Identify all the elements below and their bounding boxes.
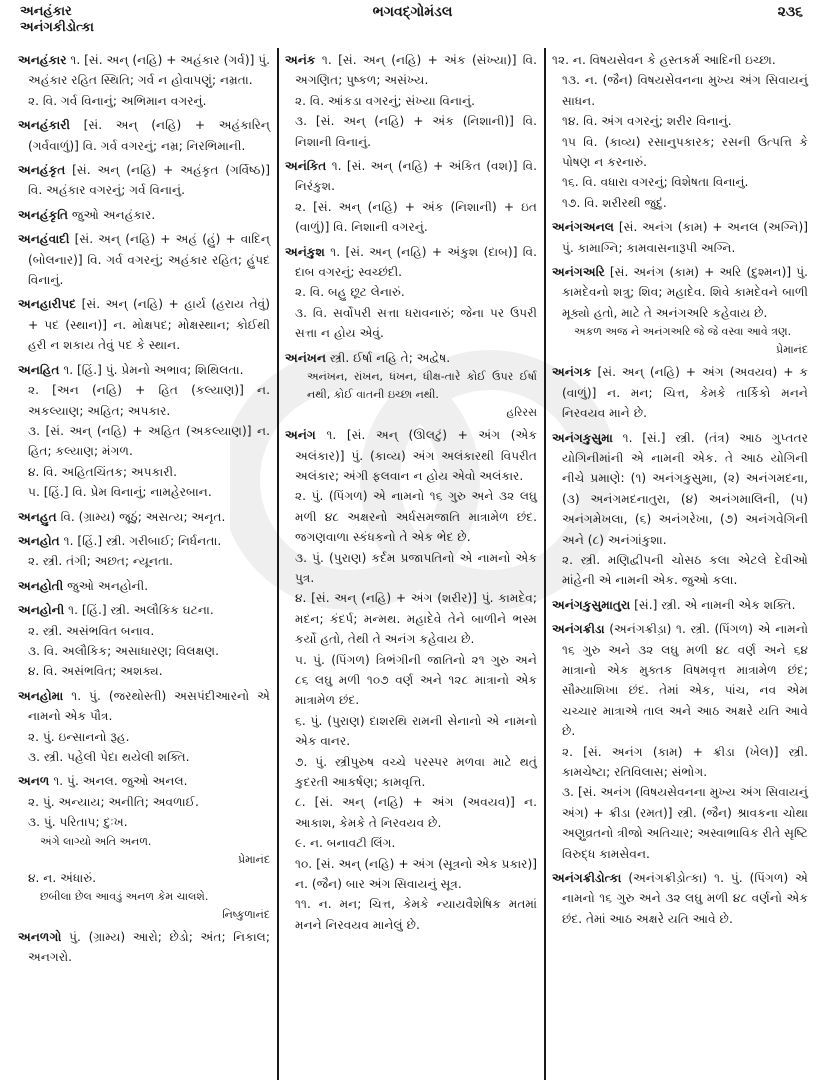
sense-text: ૨. સ્ત્રી. અસંભવિત બનાવ. (28, 623, 155, 638)
sense-text: ૨. સ્ત્રી. તંગી; અછત; ન્યૂનતા. (28, 554, 174, 569)
sense-text: ૪. ન. અંધારું. (28, 870, 97, 885)
sense-text: ૪. વિ. અસંભવિત; અશક્ય. (28, 664, 163, 679)
sense-text: ૩. પું. (પુરાણ) કર્દમ પ્રજાપતિનો એ નામનો એક પુત્ર. (295, 550, 537, 585)
sense-text: ૬. પું. (પુરાણ) દાશરથિ રામની સેનાનો એ નામનો એક વાનર. (295, 713, 537, 749)
dictionary-entry (552, 428, 808, 591)
headword: અનંગકુસુમાતુરા (552, 597, 631, 612)
sense-text: ૨. [સં. અન્ (નહિ) + અંક (નિશાની) + ઇત (વાળું)] વિ. નિશાની વગરનું. (295, 199, 537, 235)
sense-text: [સં. અન્ (નહિ) + અહં (હું) + વાદિન્ (બોલનાર)] વિ. ગર્વ વગરનું; અહંકાર રહિત; હુંપદ વિનાનું. (28, 232, 270, 288)
sense-text: ૫. [હિં.] વિ. પ્રેમ વિનાનું; નામહેરબાન. (28, 485, 212, 500)
dictionary-entry (285, 348, 537, 421)
dictionary-entry (18, 927, 270, 968)
sense-text: ૧૪. વિ. અંગ વગરનું; શરીર વિનાનું. (562, 114, 732, 129)
sense-text: ૨. પું. અન્યાય; અનીતિ; અવળાઈ. (28, 794, 199, 809)
headword: અનંગક (552, 365, 592, 380)
citation-quote: અકળ અજ ને અનંગઅરિ જે જે વસ્વા આવે ત્રણ. (574, 325, 792, 339)
dictionary-entry (18, 50, 270, 111)
dictionary-entry (285, 242, 537, 344)
entry-first-line (18, 360, 270, 380)
dictionary-entry (18, 531, 270, 572)
headword: અનંકિત (285, 159, 327, 174)
sense-text: ૨. વિ. આંકડા વગરનું; સંખ્યા વિનાનું. (295, 93, 475, 108)
entry-first-line (18, 160, 270, 201)
sense-text: [સં. અન્ (નહિ) + અંગ (અવયવ) + ક (વાળું)] ન. મન; ચિત્ત, કેમકે તાર્કિકો મનને નિરવયવ માને છે. (562, 365, 809, 421)
citation-author: પ્રેમાનંદ (238, 852, 270, 866)
entry-first-line (552, 50, 808, 70)
headword: અનહંકારી (18, 118, 70, 133)
sense-text: જુઓ અનહંકાર. (71, 207, 156, 222)
dictionary-entry (18, 576, 270, 596)
headword: અનહંકૃત (18, 163, 66, 178)
headword: અનળ (18, 774, 50, 789)
dictionary-entry (552, 262, 808, 358)
sense-text: ૧. [હિં.] સ્ત્રી. ગરીબાઈ; નિર્ધનતા. (63, 533, 222, 548)
dictionary-entry (552, 217, 808, 258)
entry-first-line (552, 362, 808, 423)
citation-quote: છબીલા છેલ આવડું અનળ કેમ ચાલશે. (40, 890, 209, 904)
sense-text: ૧. [હિં.] પું. પ્રેમનો અભાવ; શિથિલતા. (63, 362, 244, 377)
sense-text: ૧. પું. (જરથોસ્તી) અસપંદીઆરનો એ નામનો એક પૌત્ર. (28, 688, 271, 724)
entry-first-line (18, 600, 270, 620)
guide-word-last: અનંગકીડોત્કા (20, 20, 94, 35)
entry-first-line (18, 771, 270, 791)
dictionary-entry (18, 507, 270, 527)
sense-text: ૨. [સં. અનંગ (કામ) + ક્રીડા (ખેલ)] સ્ત્રી. કામચેષ્ટા; રતિવિલાસ; સંભોગ. (562, 744, 808, 779)
sense-text: ૧૦. [સં. અન્ (નહિ) + અંગ (સૂત્રનો એક પ્રકાર)] ન. (જૈન) બાર અંગ સિવાયનું સૂત્ર. (295, 856, 537, 892)
entry-first-line (18, 576, 270, 596)
headword: અનંગઅનલ (552, 220, 614, 235)
sense-text: ૫. પું. (પિંગળ) ત્રિભંગીની જાતિનો ૨૧ ગુરુ અને ૮૬ લઘુ મળી ૧૦૭ વર્ણ અને ૧૨૮ માત્રાનો એક માત્રામેળ છંદ. (295, 652, 537, 708)
headword: અનહુત (18, 509, 57, 524)
entry-first-line (285, 348, 537, 368)
entry-first-line (552, 595, 808, 615)
dictionary-entry (18, 160, 270, 201)
sense-text: [સં.] સ્ત્રી. એ નામની એક શક્તિ. (634, 597, 796, 612)
citation-author: નિષ્કુળાનંદ (222, 908, 270, 922)
entry-first-line (552, 262, 808, 323)
entry-first-line (18, 531, 270, 551)
running-title: ભગવદ્ગોમંડલ (372, 4, 453, 20)
entry-first-line (18, 294, 270, 355)
headword: અનહોત (18, 533, 60, 548)
sense-text: ૧૫ વિ. (કાવ્ય) રસાનુપકારક; રસની ઉત્પત્તિ કે પોષણ ન કરનારું. (562, 134, 808, 170)
headword: અનહોતી (18, 578, 64, 593)
headword: અનહારીપદ (18, 297, 77, 312)
sense-text: ૯. ન. બનાવટી લિંગ. (295, 836, 396, 851)
sense-text: સ્ત્રી. ઈર્ષા નહિ તે; અદ્વેષ. (329, 350, 451, 365)
citation-author: પ્રેમાનંદ (776, 343, 808, 357)
entry-first-line (285, 156, 537, 197)
sense-text: ૧. [હિં.] સ્ત્રી. અલૌકિક ઘટના. (68, 603, 214, 618)
entry-first-line (552, 217, 808, 258)
sense-text: ૧૬. વિ. વધારા વગરનું; વિશેષતા વિનાનું. (562, 175, 749, 190)
dictionary-entry (18, 115, 270, 156)
citation-author: હરિરસ (506, 406, 537, 420)
dictionary-entry (285, 156, 537, 238)
headword: અનંગક્રીડા (552, 622, 605, 637)
headword: અનંગક્રીડોત્કા (552, 871, 622, 886)
entry-first-line (285, 425, 537, 486)
sense-text: ૨. પું. (પિંગળ) એ નામનો ૧૬ ગુરુ અને ૩૨ લઘુ મળી ૪૮ અક્ષરનો અર્ધસમજાતિ માત્રામેળ છંદ. જગણવાળા સ્કંધકનો તે એક ભેદ છે. (295, 489, 537, 545)
sense-text: વિ. (ગ્રામ્ય) જૂઠું; અસત્ય; અનૃત. (60, 509, 226, 524)
sense-text: ૨. પું. ઇન્સાનનો રૂહ. (28, 729, 130, 744)
sense-text: ૨. સ્ત્રી. મણિદ્વીપની ચોસઠ કલા એટલે દેવીઓ માંહેની એ નામની એક. જુઓ કલા. (562, 552, 808, 588)
sense-text: ૩. વિ. અલૌકિક; અસાધારણ; વિલક્ષણ. (28, 643, 219, 658)
sense-text: ૧. [સં.] સ્ત્રી. (તંત્ર) આઠ ગુપ્તતર યોગિનીમાંની એ નામની એક. તે આઠ યોગિની નીચે પ્રમાણે: (૧) અનંગકુસુમા, (૨) અનંગમદના, (૩) અનંગમદનાતુરા, (૪) અનંગમાલિની, (૫) અનંગમેખલા, (૬) અનંગરેખા, (૭) અનંગવેગિની અને (૮) અનંગાંકુશા. (562, 430, 808, 547)
dictionary-entry (18, 686, 270, 768)
sense-text: ૧૩. ન. (જૈન) વિષયસેવનના મુખ્ય અંગ સિવાયનું સાધન. (562, 73, 808, 108)
sense-text: [સં. અનંગ (કામ) + અરિ (દુશ્મન)] પું. કામદેવનો શત્રુ; શિવ; મહાદેવ. શિવે કામદેવને બાળી મૂક્યો હતો, માટે તે અનંગઅરિ કહેવાય છે. (562, 265, 809, 320)
entry-first-line (18, 229, 270, 290)
entry-first-line (18, 115, 270, 156)
sense-text: જુઓ અનહોની. (67, 578, 149, 593)
headword: અનહિત (18, 362, 60, 377)
dictionary-entry (285, 425, 537, 935)
citation-quote: અનંખન, રાંખન, ધંખન, ધીક્ષ-તારે કોઈ ઉપર ઈર્ષા નથી, કોઈ વાતની ઇચ્છા નથી. (307, 370, 537, 402)
sense-text: ૮. [સં. અન્ (નહિ) + અંગ (અવયવ)] ન. આકાશ, કેમકે તે નિરવયવ છે. (295, 795, 537, 830)
dictionary-entry (285, 50, 537, 152)
sense-text: ૧. [સં. અન્ (નહિ) + અંકુશ (દાબ)] વિ. દાબ વગરનું; સ્વચ્છંદી. (295, 244, 537, 280)
citation-quote: અંગે લાગ્યો અતિ અનળ. (40, 834, 152, 848)
sense-text: (અનંગક્રીડ઼ા) ૧. સ્ત્રી. (પિંગળ) એ નામનો ૧૬ ગુરુ અને ૩૨ લઘુ મળી ૪૮ વર્ણ અને ૬૪ માત્રાનો એક મુક્તક વિષમવૃત્ત માત્રામેળ છંદ; સૌમ્યાશિખા છંદ. તેમાં એક, પાંચ, નવ એમ ચચ્ચાર માત્રાએ તાલ અને આઠ અક્ષરે યતિ આવે છે. (562, 622, 808, 739)
headword: અનંખન (285, 350, 327, 365)
entry-first-line (18, 205, 270, 225)
sense-text: (અનંગક્રીડ઼ોત્કા) ૧. પું. (પિંગળ) એ નામનો ૧૬ ગુરુ અને ૩૨ લઘુ મળી ૪૮ વર્ણનો એક છંદ. તેમાં આઠ અક્ષરે યતિ આવે છે. (562, 871, 809, 926)
sense-text: [સં. અન્ (નહિ) + અહંકારિન્ (ગર્વવાળું)] વિ. ગર્વ વગરનું; નમ્ર; નિરભિમાની. (28, 118, 271, 153)
sense-text: પું. (ગ્રામ્ય) આરો; છેડો; અંત; નિકાલ; અનગરો. (28, 930, 270, 965)
entry-first-line (552, 868, 808, 929)
column-3 (552, 50, 808, 933)
sense-text: ૧. પું. અનલ. જુઓ અનલ. (53, 774, 188, 789)
page-number: ૨૩૬ (777, 4, 803, 20)
headword: અનંગઅરિ (552, 265, 605, 280)
sense-text: [સં. અનંગ (કામ) + અનલ (અગ્નિ)] પું. કામાગ્નિ; કામવાસનારૂપી અગ્નિ. (562, 220, 809, 255)
sense-text: ૨. [અન (નહિ) + હિત (કલ્યાણ)] ન. અકલ્યાણ; અહિત; અપકાર. (28, 383, 270, 418)
headword: અનંગ (285, 428, 316, 443)
dictionary-entry (18, 600, 270, 682)
dictionary-entry (18, 294, 270, 355)
headword: અનંકુશ (285, 244, 325, 259)
entry-first-line (552, 619, 808, 741)
dictionary-entry (552, 362, 808, 423)
sense-text: ૧૨. ન. વિષયસેવન કે હસ્તકર્મ આદિની ઇચ્છા. (552, 53, 776, 67)
entry-first-line (285, 50, 537, 91)
entry-first-line (18, 50, 270, 91)
sense-text: ૩. [સં. અન્ (નહિ) + અહિત (અકલ્યાણ)] ન. હિત; કલ્યાણ; મંગળ. (28, 423, 270, 459)
column-divider (544, 48, 546, 1080)
page-header (0, 0, 825, 46)
sense-text: ૨. વિ. બહુ છૂટ લેનારું. (295, 285, 405, 300)
dictionary-entry (18, 360, 270, 503)
dictionary-entry (552, 50, 808, 213)
sense-text: ૧. [સં. અન્ (નહિ) + અંક (સંખ્યા)] વિ. અગણિત; પુષ્કળ; અસંખ્ય. (295, 53, 538, 88)
entry-first-line (18, 507, 270, 527)
headword: અનહંકૃતિ (18, 207, 69, 222)
column-2 (285, 50, 537, 939)
sense-text: ૧. [સં. અન્ (ઊલટું) + અંગ (એક અલંકાર)] પું. (કાવ્ય) અંગ અલંકારથી વિપરીત અલંકાર; અંગી ફલવાન ન હોય એવો અલંકાર. (295, 428, 537, 483)
entry-first-line (18, 686, 270, 727)
sense-text: ૩. પું. પરિતાપ; દુઃખ. (28, 815, 128, 830)
sense-text: ૧. [સં. અન્ (નહિ) + અંકિત (વશ)] વિ. નિરંકુશ. (295, 159, 537, 194)
sense-text: ૪. વિ. અહિતચિંતક; અપકારી. (28, 464, 177, 479)
sense-text: ૩. [સં. અન્ (નહિ) + અંક (નિશાની)] વિ. નિશાની વિનાનું. (295, 114, 537, 149)
entry-first-line (285, 242, 537, 283)
sense-text: ૪. [સં. અન્ (નહિ) + અંગ (શરીર)] પું. કામદેવ; મદન; કંદર્પ; મન્મથ. મહાદેવે તેને બાળીને ભસ્મ કર્યો હતો, તેથી તે અનંગ કહેવાય છે. (295, 591, 537, 647)
sense-text: ૩. વિ. સર્વોપરી સત્તા ધરાવનારું; જેના પર ઉપરી સત્તા ન હોય એવું. (295, 305, 537, 341)
sense-text: ૭. પું. સ્ત્રીપુરુષ વચ્ચે પરસ્પર મળવા માટે થતું કુદરતી આકર્ષણ; કામવૃત્તિ. (295, 754, 537, 789)
entry-first-line (552, 428, 808, 550)
column-1 (18, 50, 270, 972)
dictionary-entry (552, 619, 808, 864)
headword: અનહોમા (18, 688, 64, 703)
headword: અનળગો (18, 930, 62, 945)
sense-text: ૩. [સં. અનંગ (વિષયસેવનના મુખ્ય અંગ સિવાયનું અંગ) + ક્રીડા (રમત)] સ્ત્રી. (જૈન) શ્રાવકના ચોથા અણુવ્રતનો ત્રીજો અતિચાર; અસ્વાભાવિક રીતે સૃષ્ટિ વિરુદ્ધ કામસેવન. (562, 785, 808, 861)
headword: અનહોની (18, 603, 65, 618)
sense-text: ૩. સ્ત્રી. પહેલી પેદા થયેલી શક્તિ. (28, 750, 190, 764)
sense-text: ૧૭. વિ. શરીરથી જુદું. (562, 195, 667, 210)
entry-first-line (18, 927, 270, 968)
column-divider (277, 48, 279, 1080)
sense-text: ૨. વિ. ગર્વ વિનાનું; અભિમાન વગરનું. (28, 93, 207, 108)
sense-text: ૧. [સં. અન્ (નહિ) + અહંકાર (ગર્વ)] પું. અહંકાર રહિત સ્થિતિ; ગર્વ ન હોવાપણું; નમ્રતા. (28, 53, 271, 88)
guide-word-first: અનહંકાર (20, 4, 72, 19)
headword: અનંગકુસુમા (552, 430, 613, 445)
dictionary-entry (18, 229, 270, 290)
dictionary-entry (18, 205, 270, 225)
sense-text: [સં. અન્ (નહિ) + અહંકૃત (ગર્વિષ્ઠ)] વિ. અહંકાર વગરનું; ગર્વ વિનાનું. (28, 163, 271, 198)
sense-text: ૧૧. ન. મન; ચિત્ત, કેમકે ન્યાયવૈશેષિક મતમાં મનને નિરવયવ માનેલું છે. (295, 897, 537, 932)
sense-text: [સં. અન્ (નહિ) + હાર્ય (હરાય તેવું) + પદ (સ્થાન)] ન. મોક્ષપદ; મોક્ષસ્થાન; કોઈથી હરી ન શકાય તેવું પદ કે સ્થાન. (28, 297, 270, 353)
headword: અનહંવાદી (18, 232, 70, 247)
dictionary-entry (552, 868, 808, 929)
headword: અનહંકાર (18, 53, 67, 67)
dictionary-entry (552, 595, 808, 615)
dictionary-entry (18, 771, 270, 923)
headword: અનંક (285, 53, 316, 67)
